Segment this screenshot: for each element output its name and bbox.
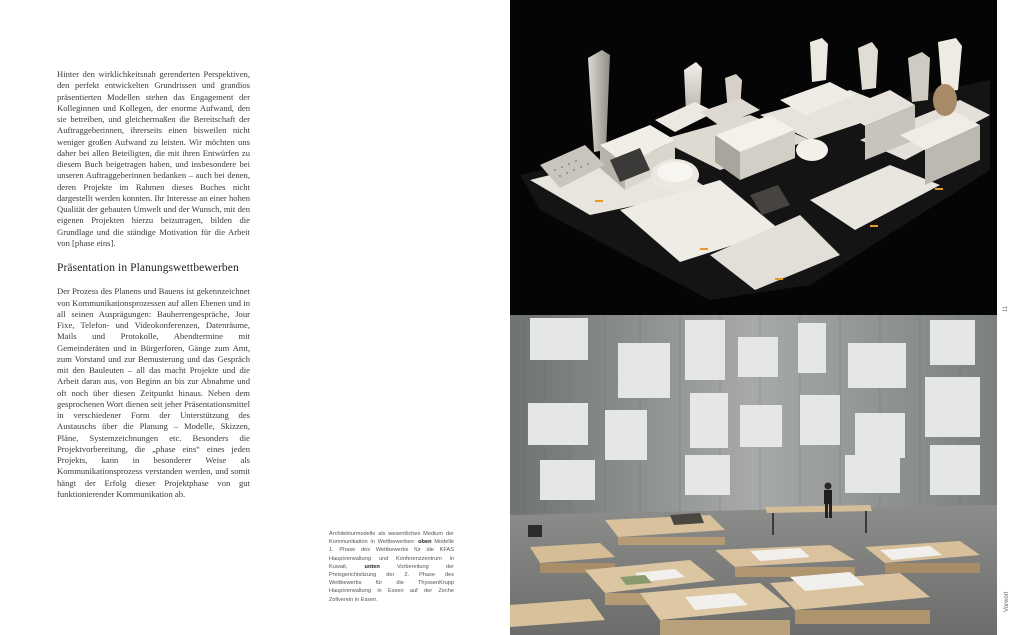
page-number: 11 xyxy=(1003,305,1009,312)
caption-label-top: oben xyxy=(418,539,432,546)
main-text-column xyxy=(57,69,250,500)
caption-text-bottom: Vorbereitung der Preisgerichtsitzung der 2. Phase des Wettbewerbs für die ThyssenKrupp Hauptverwaltung in Essen auf der Zeche Zollverein in Essen. xyxy=(329,563,454,603)
photo-caption xyxy=(329,530,454,604)
hall-illustration xyxy=(510,315,997,635)
body-paragraph-2: Der Prozess des Planens und Bauens ist gekennzeichnet von Kommunikationsprozessen auf allen Ebenen und in all seinen Ausprägungen: Bauherrengespräche, Jour Fixe, Telefon- und Videokonferenzen, Datenräume, Mails und Protokolle, Abendtermine mit Gemeinderäten und in Bürgerforen, Gänge zum Amt, zum Vorstand und zur Bemusterung und das Gespräch mit den Bauleuten – all das macht Projekte und die Arbeit daran aus, von Beginn an bis zur Abnahme und oft noch über diesen Zeitpunkt hinaus. Neben dem gesprochenen Wort dienen seit jeher Präsentationsmittel in verschiedener Form der Unterstützung des Austauschs über die Planung – Modelle, Skizzen, Pläne, Systemzeichnungen etc. Besonders die Projektvorbereitung, die „phase eins“ eines jeden Projekts, kann in besonderer Weise als Kommunikationsprozess verstanden werden, und somit hängt der Erfolg dieser Projektphase von gut funktionierender Kommunikation ab. xyxy=(57,286,250,499)
caption-intro: Architekturmodelle als wesentliches Medium der Kommunikation in Wettbewerben: xyxy=(329,531,454,546)
section-heading: Präsentation in Planungswettbewerben xyxy=(57,262,239,274)
models-illustration xyxy=(510,0,997,315)
photo-jury-hall-essen xyxy=(510,315,997,635)
photo-models-kuwait xyxy=(510,0,997,315)
caption-text-top: Modelle 1. Phase des Wettbewerbs für die KFAS Hauptverwaltung und Konferenzzentrum in Kuwait, xyxy=(329,539,454,570)
section-label: Vorwort xyxy=(1004,591,1010,612)
caption-label-bottom: unten xyxy=(364,563,380,570)
body-paragraph-1: Hinter den wirklichkeitsnah gerenderten Perspektiven, den perfekt entwickelten Grundrissen und grandios präsentierten Modellen stehen das Engagement der Kolleginnen und Kollegen, der enorme Aufwand, den sie betreiben, und gleichermaßen die Bereitschaft der Auftraggeberinnen, ihrerseits einen bisweilen nicht weniger großen Aufwand zu leisten. Wir möchten uns daher bei allen Beteiligten, die mit ihren Entwürfen zu diesem Buch beigetragen haben, und insbesondere bei unseren Auftraggeberinnen bedanken – auch bei denen, deren Projekte im Rahmen dieses Buches nicht dargestellt werden konnten. Ihr Interesse an einer hohen Qualität der gebauten Umwelt und der Wunsch, mit den eigenen Projekten hierzu beizutragen, bilden die Grundlage und die ständige Motivation für die Arbeit von [phase eins]. xyxy=(57,69,250,248)
